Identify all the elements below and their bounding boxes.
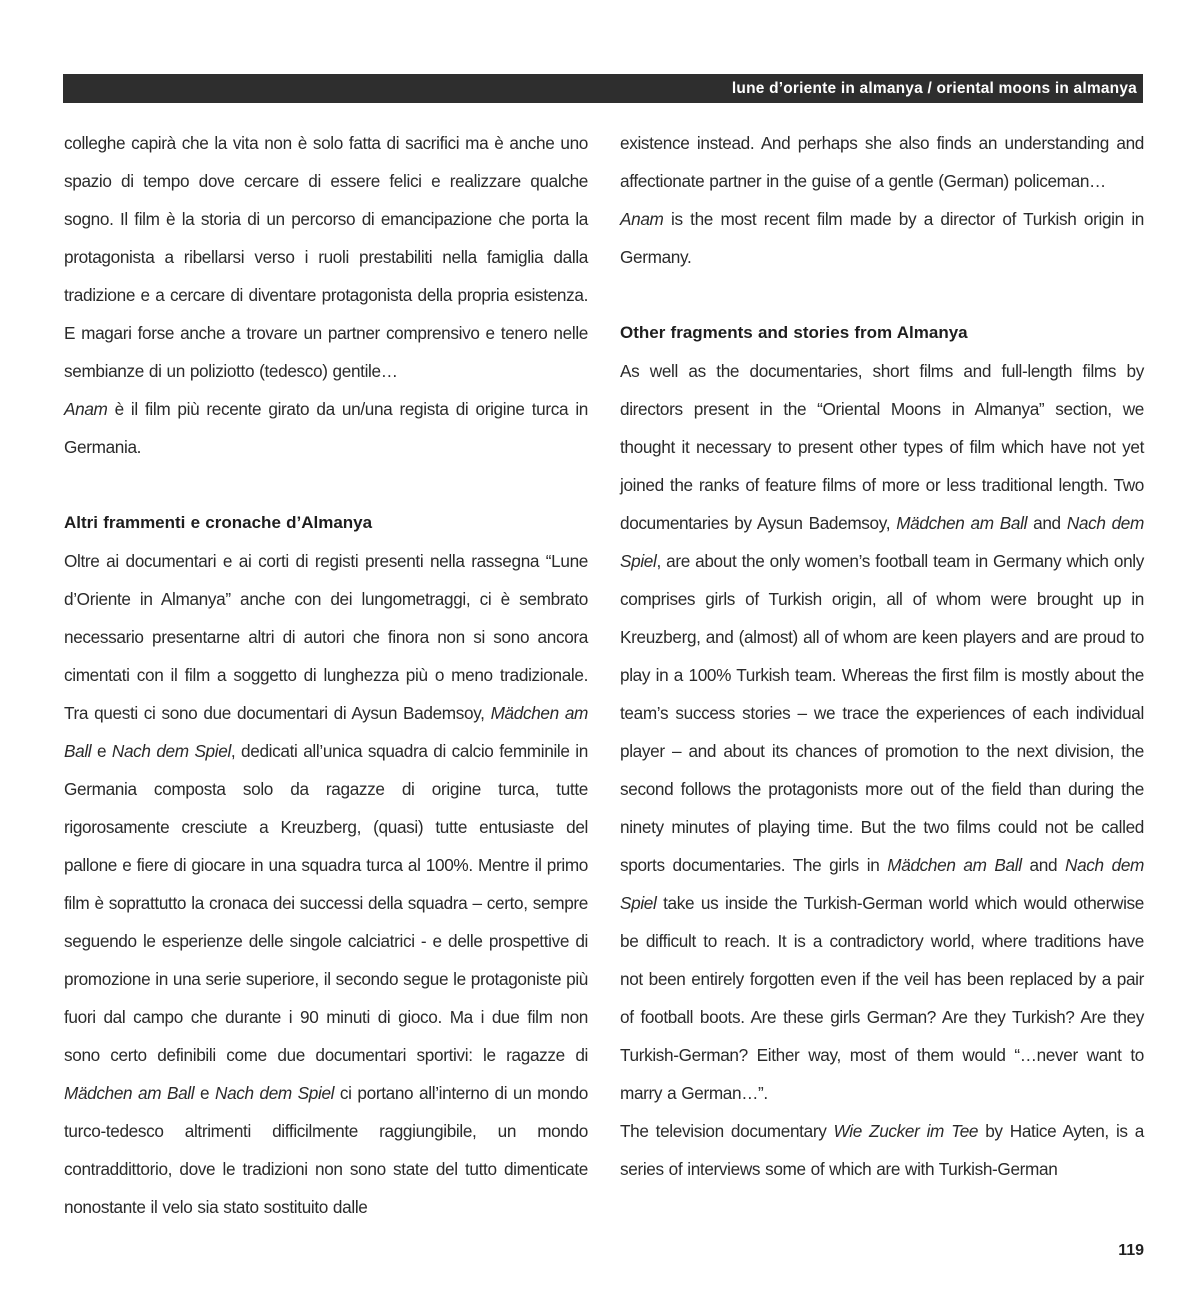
left-column-italian [64,124,588,1226]
film-title: Mädchen am Ball [887,855,1022,875]
film-title: Mädchen am Ball [64,703,589,761]
film-title: Nach dem Spiel [620,513,1144,571]
section-heading: Altri frammenti e cronache d’Almanya [64,513,373,532]
page-number: 119 [1118,1242,1144,1259]
paragraph: existence instead. And perhaps she also finds an understanding and affectionate partner in the guise of a gentle (German) policeman… [620,133,1144,191]
paragraph: colleghe capirà che la vita non è solo fatta di sacrifici ma è anche uno spazio di tempo dove cercare di essere felici e realizzare qualche sogno. Il film è la storia di un percorso di emancipazione che porta la protagonista a ribellarsi verso i ruoli prestabiliti nella famiglia dalla tradizione e a cercare di diventare protagonista della propria esistenza. E magari forse anche a trovare un partner comprensivo e tenero nelle sembianze di un poliziotto (tedesco) gentile… [64,133,588,381]
running-header-title: lune d’oriente in almanya / oriental moons in almanya [731,79,1137,97]
film-title: Mädchen am Ball [896,513,1028,533]
paragraph: Anam is the most recent film made by a director of Turkish origin in Germany. [620,209,1144,267]
film-title: Wie Zucker im Tee [833,1121,979,1141]
film-title: Nach dem Spiel [111,741,231,761]
paragraph: Anam è il film più recente girato da un/una regista di origine turca in Germania. [64,399,588,457]
film-title: Nach dem Spiel [620,855,1144,913]
spacer [620,276,1144,314]
right-column-english [620,124,1144,1188]
paragraph: Oltre ai documentari e ai corti di registi presenti nella rassegna “Lune d’Oriente in Almanya” anche con dei lungometraggi, ci è sembrato necessario presentarne altri di autori che finora non si sono ancora cimentati con il film a soggetto di lunghezza più o meno tradizionale. Tra questi ci sono due documentari di Aysun Bademsoy, Mädchen am Ball e Nach dem Spiel, dedicati all’unica squadra di calcio femminile in Germania composta solo da ragazze di origine turca, tutte rigorosamente cresciute a Kreuzberg, (quasi) tutte entusiaste del pallone e fiere di giocare in una squadra turca al 100%. Mentre il primo film è soprattutto la cronaca dei successi della squadra – certo, sempre seguendo le esperienze delle singole calciatrici - e delle prospettive di promozione in una serie superiore, il secondo segue le protagoniste più fuori dal campo che durante i 90 minuti di gioco. Ma i due film non sono certo definibili come due documentari sportivi: le ragazze di Mädchen am Ball e Nach dem Spiel ci portano all’interno di un mondo turco-tedesco altrimenti difficilmente raggiungibile, un mondo contraddittorio, dove le tradizioni non sono state del tutto dimenticate nonostante il velo sia stato sostituito dalle [64,551,589,1217]
paragraph: As well as the documentaries, short films and full-length films by directors present in the “Oriental Moons in Almanya” section, we thought it necessary to present other types of film which have not yet joined the ranks of feature films of more or less traditional length. Two documentaries by Aysun Bademsoy, Mädchen am Ball and Nach dem Spiel, are about the only women’s football team in Germany which only comprises girls of Turkish origin, all of whom were brought up in Kreuzberg, and (almost) all of whom are keen players and are proud to play in a 100% Turkish team. Whereas the first film is mostly about the team’s success stories – we trace the experiences of each individual player – and about its chances of promotion to the next division, the second follows the protagonists more out of the field than during the ninety minutes of playing time. But the two films could not be called sports documentaries. The girls in Mädchen am Ball and Nach dem Spiel take us inside the Turkish-German world which would otherwise be difficult to reach. It is a contradictory world, where traditions have not been entirely forgotten even if the veil has been replaced by a pair of football boots. Are these girls German? Are they Turkish? Are they Turkish-German? Either way, most of them would “…never want to marry a German…”. [620,361,1144,1103]
film-title: Anam [620,209,664,229]
running-header [63,74,1143,103]
film-title: Mädchen am Ball [64,1083,195,1103]
section-heading: Other fragments and stories from Almanya [620,323,968,342]
film-title: Nach dem Spiel [215,1083,335,1103]
film-title: Anam [64,399,108,419]
paragraph: The television documentary Wie Zucker im Tee by Hatice Ayten, is a series of interviews some of which are with Turkish-German [620,1121,1144,1179]
spacer [64,466,588,504]
